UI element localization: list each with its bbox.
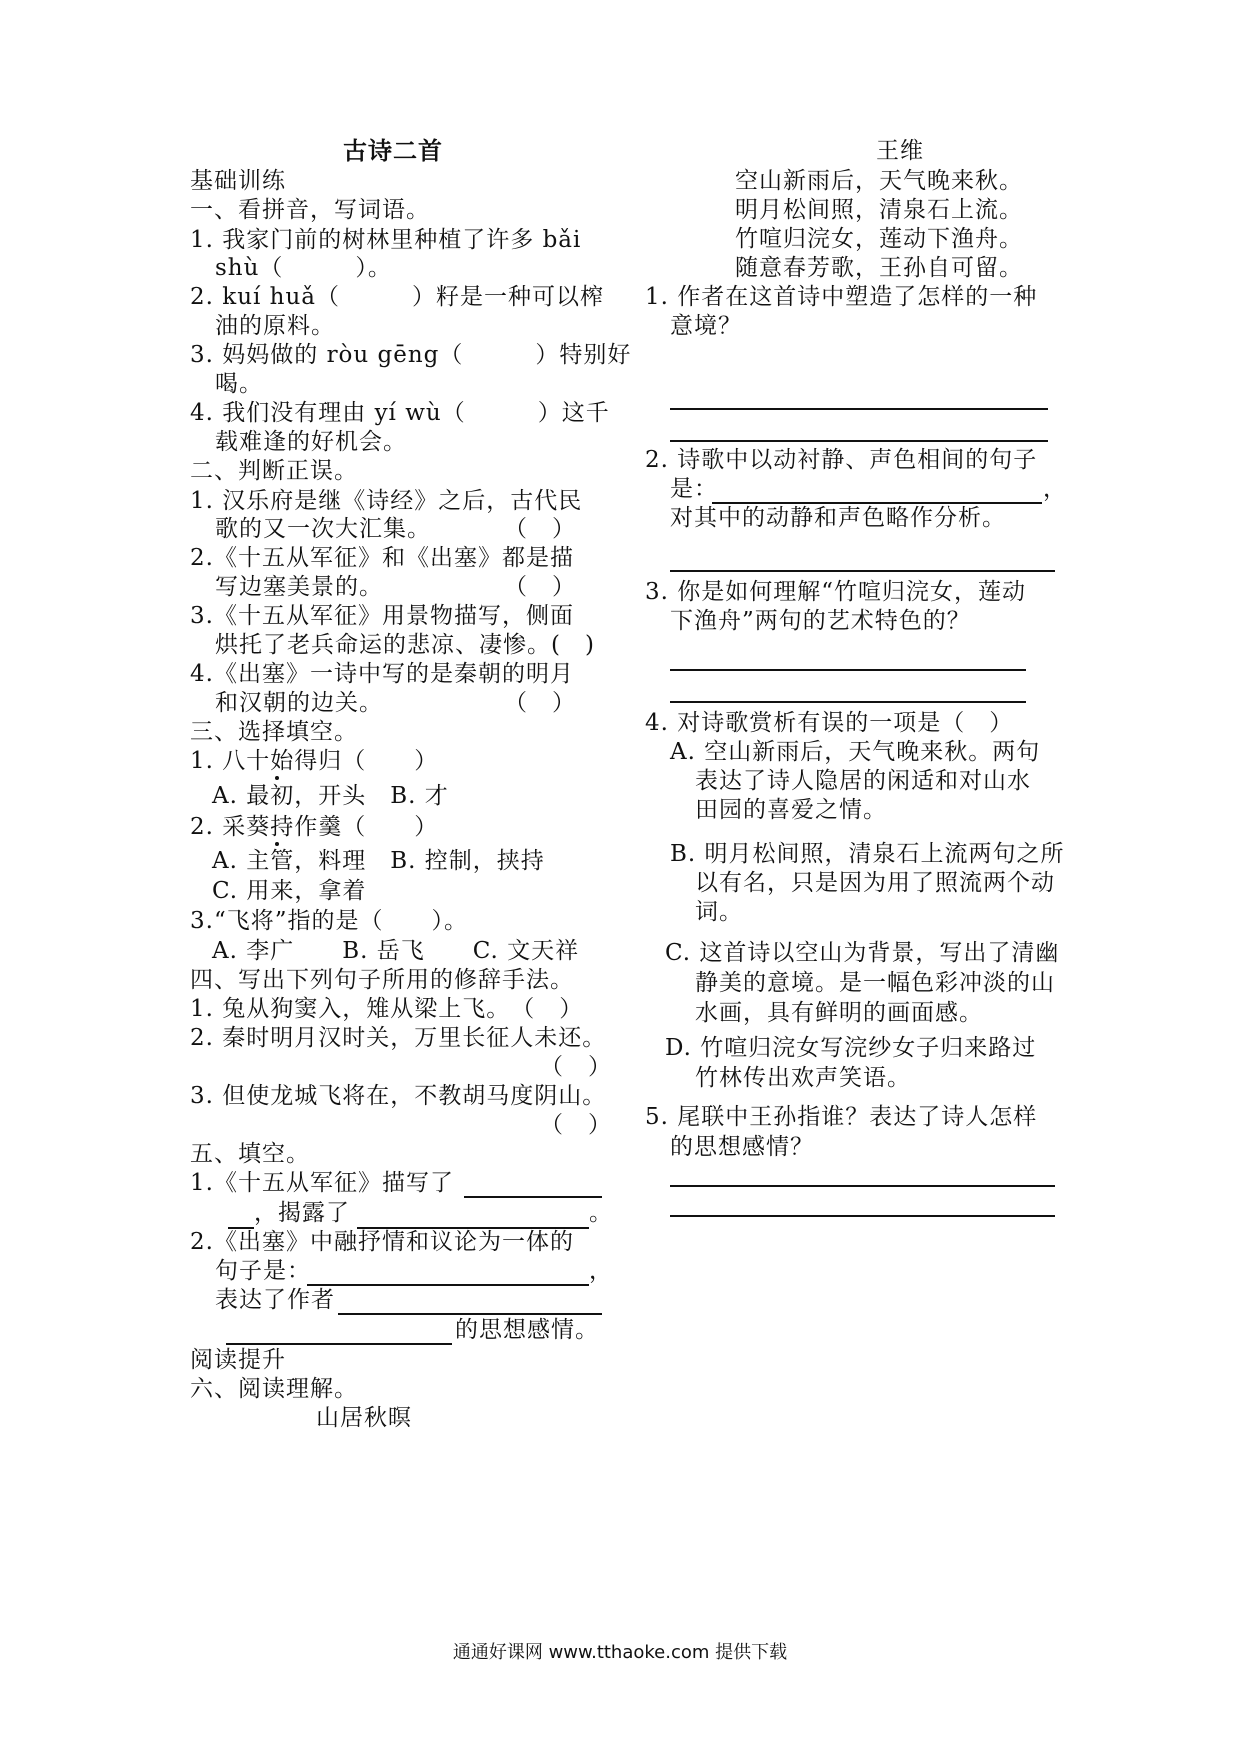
question-text: ，揭露了 xyxy=(254,1200,350,1226)
question-text: 1. 我家门前的树林里种植了许多 bǎi xyxy=(190,227,582,253)
choice-option: A. 主管，料理 B. 控制，挟持 xyxy=(212,848,545,874)
choice-option: 田园的喜爱之情。 xyxy=(695,797,887,823)
question-text: 4.《出塞》一诗中写的是秦朝的明月 xyxy=(190,661,574,687)
choice-option: 词。 xyxy=(695,899,743,925)
section-heading: 四、写出下列句子所用的修辞手法。 xyxy=(190,967,574,993)
answer-bracket: （ ） xyxy=(540,1112,612,1138)
answer-line xyxy=(670,669,1026,671)
answer-line xyxy=(670,408,1048,410)
question-text: 意境？ xyxy=(670,313,742,339)
question-text: 。 xyxy=(589,1200,613,1226)
question-text: 句子是： xyxy=(215,1258,311,1284)
question-text: 下渔舟”两句的艺术特色的？ xyxy=(670,608,971,634)
choice-option: A. 李广 B. 岳飞 C. 文天祥 xyxy=(212,938,580,964)
choice-option: D. 竹喧归浣女写浣纱女子归来路过 xyxy=(665,1035,1037,1061)
question-text: 2. kuí huǎ（ ）籽是一种可以榨 xyxy=(190,284,605,310)
answer-line xyxy=(670,701,1026,703)
choice-option: 水画，具有鲜明的画面感。 xyxy=(695,1000,983,1026)
choice-option: B. 明月松间照，清泉石上流两句之所 xyxy=(670,841,1065,867)
question-text: 写边塞美景的。 （ ） xyxy=(215,574,576,600)
question-text: ， xyxy=(589,1258,613,1284)
question-text: 3.“飞将”指的是（ ）。 xyxy=(190,908,468,934)
question-text: 2. 诗歌中以动衬静、声色相间的句子 xyxy=(645,447,1038,473)
poem-title: 山居秋暝 xyxy=(316,1405,412,1431)
question-text: 2.《十五从军征》和《出塞》都是描 xyxy=(190,545,574,571)
choice-option: C. 这首诗以空山为背景，写出了清幽 xyxy=(665,940,1060,966)
question-text: shù（ ）。 xyxy=(215,255,392,281)
choice-option: 表达了诗人隐居的闲适和对山水 xyxy=(695,768,1031,794)
section-heading: 阅读提升 xyxy=(190,1347,286,1373)
question-text: 载难逢的好机会。 xyxy=(215,429,407,455)
section-heading: 一、看拼音，写词语。 xyxy=(190,197,430,223)
poem-line: 竹喧归浣女，莲动下渔舟。 xyxy=(735,226,1023,252)
question-text: 4. 对诗歌赏析有误的一项是（ ） xyxy=(645,710,1014,736)
choice-option: C. 用来，拿着 xyxy=(212,878,367,904)
question-text: 3. 妈妈做的 ròu gēng（ ）特别好 xyxy=(190,342,632,368)
question-text: 4. 我们没有理由 yí wù（ ）这千 xyxy=(190,400,610,426)
question-text: 3. 但使龙城飞将在，不教胡马度阴山。 xyxy=(190,1083,607,1109)
choice-option: A. 最初，开头 B. 才 xyxy=(212,783,449,809)
question-text: 3.《十五从军征》用景物描写，侧面 xyxy=(190,603,574,629)
section-heading: 三、选择填空。 xyxy=(190,719,358,745)
question-text: 歌的又一次大汇集。 （ ） xyxy=(215,516,576,542)
question-text: 1.《十五从军征》描写了 xyxy=(190,1170,454,1196)
section-heading: 五、填空。 xyxy=(190,1141,310,1167)
question-text: 烘托了老兵命运的悲凉、凄惨。( ) xyxy=(215,632,595,658)
question-text: 是： xyxy=(670,476,718,502)
section-heading: 基础训练 xyxy=(190,168,286,194)
answer-line xyxy=(670,440,1048,442)
question-text: 的思想感情。 xyxy=(455,1317,599,1343)
section-heading: 六、阅读理解。 xyxy=(190,1376,358,1402)
question-text: 2. 采葵持作羹（ ） xyxy=(190,814,439,840)
question-text: 5. 尾联中王孙指谁？表达了诗人怎样 xyxy=(645,1104,1038,1130)
choice-option: A. 空山新雨后，天气晚来秋。两句 xyxy=(670,739,1041,765)
emphasis-dot xyxy=(275,776,279,780)
choice-option: 静美的意境。是一幅色彩冲淡的山 xyxy=(695,970,1055,996)
question-text: 表达了作者 xyxy=(215,1287,335,1313)
question-text: 的思想感情？ xyxy=(670,1134,814,1160)
answer-bracket: （ ） xyxy=(540,1054,612,1080)
question-text: 3. 你是如何理解“竹喧归浣女，莲动 xyxy=(645,579,1027,605)
question-text: 油的原料。 xyxy=(215,313,335,339)
question-text: 1. 作者在这首诗中塑造了怎样的一种 xyxy=(645,284,1038,310)
question-text: 2.《出塞》中融抒情和议论为一体的 xyxy=(190,1229,574,1255)
page-title: 古诗二首 xyxy=(343,136,443,165)
answer-line xyxy=(670,1185,1055,1187)
question-text: ， xyxy=(1043,476,1067,502)
poem-author: 王维 xyxy=(876,138,924,164)
question-text: 1. 兔从狗窦入，雉从梁上飞。 （ ） xyxy=(190,996,584,1022)
question-text: 和汉朝的边关。 （ ） xyxy=(215,690,576,716)
page-footer: 通通好课网 www.tthaoke.com 提供下载 xyxy=(452,1642,788,1663)
question-text: 对其中的动静和声色略作分析。 xyxy=(670,505,1006,531)
question-text: 2. 秦时明月汉时关，万里长征人未还。 xyxy=(190,1025,607,1051)
question-text: 1. 汉乐府是继《诗经》之后，古代民 xyxy=(190,488,583,514)
answer-line xyxy=(670,570,1055,572)
answer-line xyxy=(464,1196,602,1198)
question-text: 喝。 xyxy=(215,371,263,397)
choice-option: 竹林传出欢声笑语。 xyxy=(695,1065,911,1091)
section-heading: 二、判断正误。 xyxy=(190,458,358,484)
answer-line xyxy=(307,1284,589,1286)
poem-line: 空山新雨后，天气晚来秋。 xyxy=(735,168,1023,194)
choice-option: 以有名，只是因为用了照流两个动 xyxy=(695,870,1055,896)
poem-line: 随意春芳歌，王孙自可留。 xyxy=(735,255,1023,281)
question-text: 1. 八十始得归（ ） xyxy=(190,748,439,774)
answer-line xyxy=(670,1215,1055,1217)
poem-line: 明月松间照，清泉石上流。 xyxy=(735,197,1023,223)
